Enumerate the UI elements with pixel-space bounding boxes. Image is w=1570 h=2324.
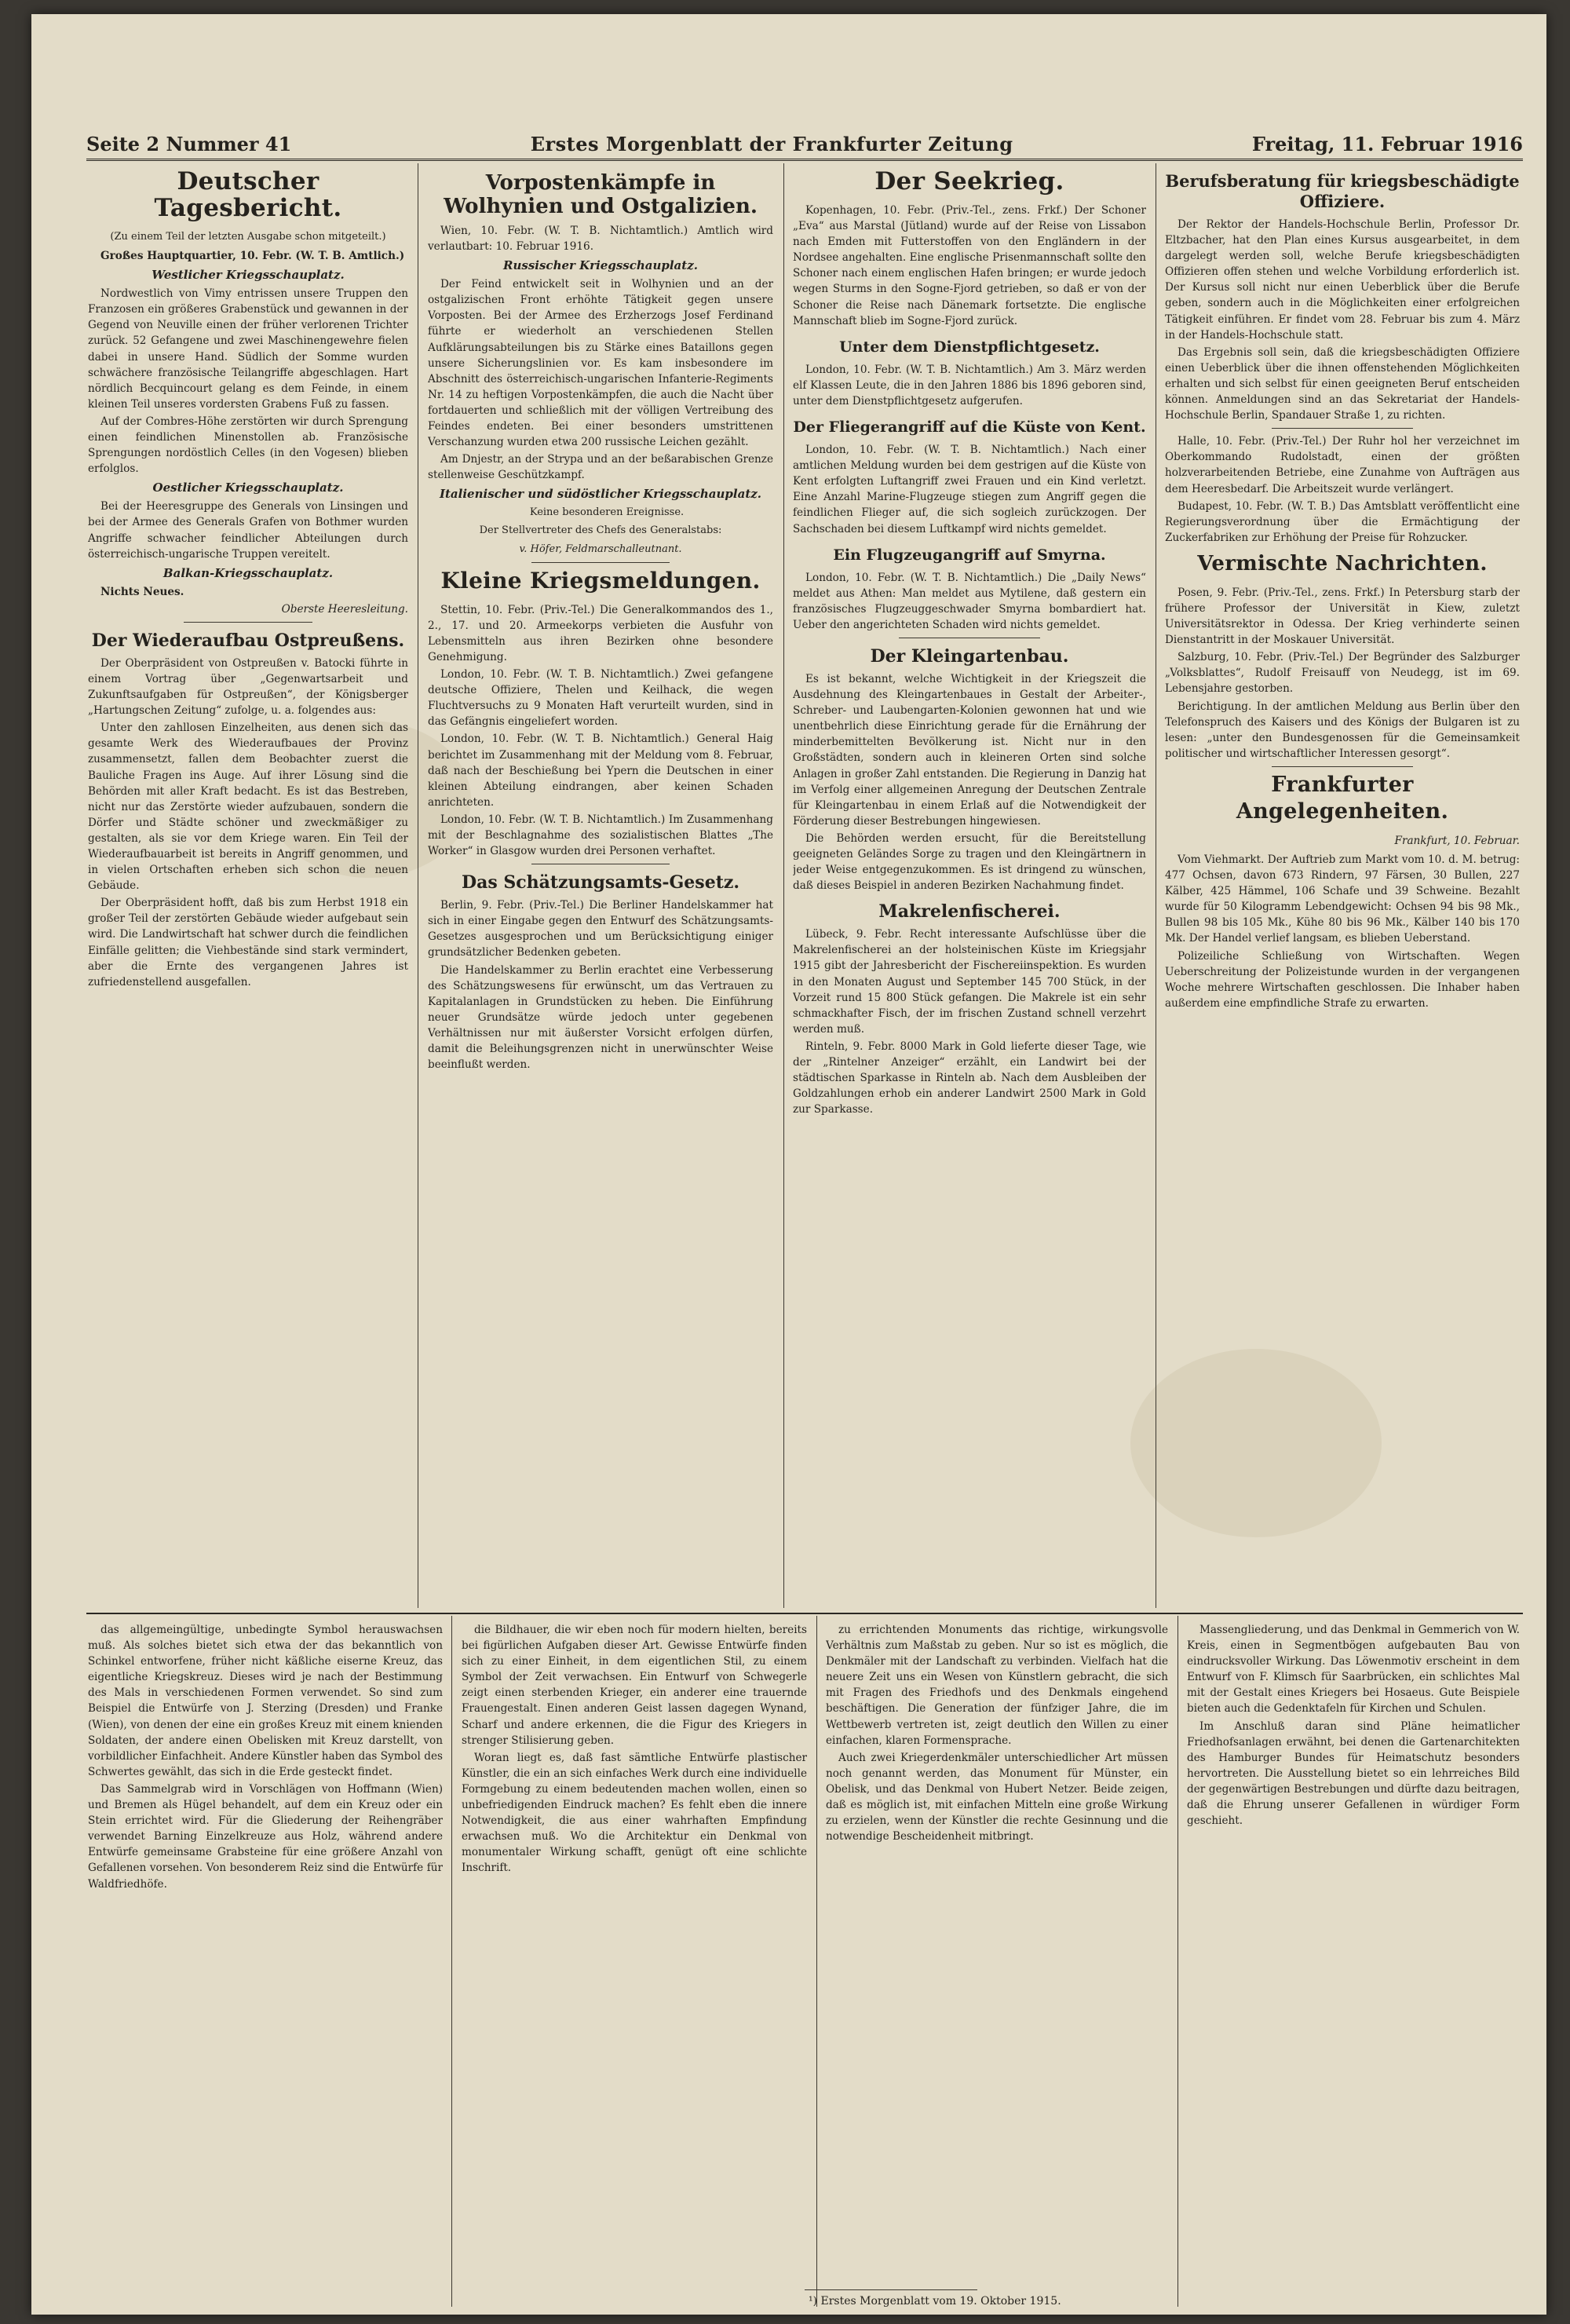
column-4 — [1165, 163, 1520, 1608]
header-date: Freitag, 11. Februar 1916 — [1251, 133, 1523, 155]
paragraph: Das Ergebnis soll sein, daß die kriegsbeschädigten Offiziere einen Ueberblick über die ihnen offenstehenden Möglichkeiten erhalten und sich selbst für einen geeigneten Beruf entscheiden können. Anmeldungen sind an das Sekretariat der Handels-Hochschule Berlin, Spandauer Straße 1, zu richten. — [1165, 345, 1520, 422]
article-title: Frankfurter Angelegenheiten. — [1236, 772, 1449, 824]
feuilleton-column-2 — [462, 1622, 807, 2297]
paragraph: Posen, 9. Febr. (Priv.-Tel., zens. Frkf.) In Petersburg starb der frühere Professor der Universität in Kiew, zuletzt Universitätsrektor in Odessa. Der Krieg verhinderte seinen Dienstantritt in der Moskauer Universität. — [1165, 586, 1520, 647]
paragraph: Nordwestlich von Vimy entrissen unsere Truppen den Franzosen ein größeres Grabenstück und gewannen in der Gegend von Neuville einen der früher verlorenen Trichter zurück. 52 Gefangene und zwei Maschinengewehre fielen dabei in unsere Hand. Südlich der Somme wurden schwächere französische Teilangriffe abgeschlagen. Hart nördlich Becquincourt gelang es dem Feinde, in einem kleinen Teil unseres vordersten Grabens Fuß zu fassen. — [88, 287, 408, 411]
article-title: Berufsberatung für kriegsbeschädigte Offiziere. — [1165, 171, 1520, 211]
paragraph: Die Handelskammer zu Berlin erachtet eine Verbesserung des Schätzungswesens für erwünscht, um das Vertrauen zu Kapitalanlagen in Grundstücken zu heben. Die Einführung neuer Grundsätze würde jedoch unter gegebenen Verhältnissen nur mit äußerster Vorsicht erfolgen dürfen, damit die Beleihungsgrenzen nicht in unerwünschter Weise beeinflußt werden. — [428, 963, 773, 1072]
paragraph: Das Sammelgrab wird in Vorschlägen von Hoffmann (Wien) und Bremen als Hügel behandelt, auf dem ein Kreuz oder ein Stein errichtet wird. Für die Gliederung der Reihengräber verwendet Barning Einzelkreuze aus Holz, während andere Entwürfe gemeinsame Grabsteine für eine größere Anzahl von Gefallenen vorsehen. Von besonderem Reiz sind die Entwürfe für Waldfriedhöfe. — [88, 1782, 443, 1891]
divider — [1272, 766, 1414, 767]
footnote: ¹) Erstes Morgenblatt vom 19. Oktober 1915. — [809, 2295, 1061, 2308]
paragraph: Nichts Neues. — [100, 585, 184, 598]
paragraph: Kopenhagen, 10. Febr. (Priv.-Tel., zens. Frkf.) Der Schoner „Eva“ aus Marstal (Jütland) wurde auf der Reise von Lissabon nach Emden mit Futterstoffen von den Engländern in der Nordsee angehalten. Eine englische Prisenmannschaft sollte den Schoner nach einem englischen Hafen bringen; er wurde jedoch wegen Sturms in den Sogne-Fjord getrieben, so daß er von der Schoner die Reise nach Dänemark fortsetzte. Die englische Mannschaft blieb im Sogne-Fjord zurück. — [793, 204, 1146, 327]
article-title: Vermischte Nachrichten. — [1197, 551, 1488, 576]
paragraph: London, 10. Febr. (W. T. B. Nichtamtlich.) Zwei gefangene deutsche Offiziere, Thelen und Keilhack, die wegen Fluchtversuchs zu 9 Monaten Haft verurteilt wurden, sind in das Gefängnis eingeliefert worden. — [428, 668, 773, 729]
column-rule — [451, 1616, 452, 2307]
paragraph: Auch zwei Kriegerdenkmäler unterschiedlicher Art müssen noch genannt werden, das Monument für Münster, ein Obelisk, und das Denkmal von Hubert Netzer. Beide zeigen, daß es möglich ist, mit einfachen Mitteln eine große Wirkung zu erzielen, wenn der Künstler die rechte Gesinnung und die notwendige Bescheidenheit mitbringt. — [826, 1751, 1168, 1843]
paragraph: Lübeck, 9. Febr. Recht interessante Aufschlüsse über die Makrelenfischerei an der holsteinischen Küste im Kriegsjahr 1915 gibt der Jahresbericht der Fischereiinspektion. Es wurden in den Monaten August und September 145 700 Stück, in der Vorzeit rund 15 800 Stück gefangen. Die Makrele ist ein sehr schmackhafter Fisch, der im frischen Zustand schnell verzehrt werden muß. — [793, 928, 1146, 1036]
paragraph: London, 10. Febr. (W. T. B. Nichtamtlich.) Am 3. März werden elf Klassen Leute, die in den Jahren 1886 bis 1896 geboren sind, unter dem Dienstpflichtgesetz aufgerufen. — [793, 363, 1146, 407]
dateline: Großes Hauptquartier, 10. Febr. (W. T. B. Amtlich.) — [100, 250, 405, 263]
article-title: Der Fliegerangriff auf die Küste von Kent. — [793, 418, 1146, 437]
article-title: Ein Flugzeugangriff auf Smyrna. — [833, 546, 1106, 564]
article-note: (Zu einem Teil der letzten Ausgabe schon mitgeteilt.) — [110, 231, 386, 243]
paragraph: London, 10. Febr. (W. T. B. Nichtamtlich.) Die „Daily News“ meldet aus Athen: Man meldet aus Mytilene, daß gestern ein französisches Flugzeuggeschwader Smyrna bombardiert hat. Ueber den angerichteten Schaden wird nichts gemeldet. — [793, 571, 1146, 631]
article-title: Kleine Kriegsmeldungen. — [440, 567, 761, 594]
paragraph: Es ist bekannt, welche Wichtigkeit in der Kriegszeit die Ausdehnung des Kleingartenbaues in Gestalt der Arbeiter-, Schreber- und Laubengarten-Kolonien gewonnen hat und wie unentbehrlich diese Einrichtung gerade für die Ernährung der minderbemittelten Bevölkerung ist. Nicht nur in den Großstädten, sondern auch in kleineren Orten sind solche Anlagen in großer Zahl entstanden. Die Regierung in Danzig hat im Verfolg einer allgemeinen Anregung der Deutschen Zentrale für Kleingartenbau in einem Erlaß auf die Notwendigkeit der Förderung dieser Bestrebungen hingewiesen. — [793, 672, 1146, 828]
paragraph: Unter den zahllosen Einzelheiten, aus denen sich das gesamte Werk des Wiederaufbaues der Provinz zusammensetzt, fallen dem Beobachter zuerst die Bauliche Fragen ins Auge. Auf ihrer Lösung sind die Behörden mit aller Kraft bedacht. Es ist das Bestreben, nicht nur das Zerstörte wieder aufzubauen, sondern die Dörfer und Städte schöner und zweckmäßiger zu gestalten, als sie vor dem Kriege waren. Ein Teil der Wiederaufbauarbeit ist bereits in Angriff genommen, und in vielen Ortschaften erheben sich schon die neuen Gebäude. — [88, 722, 408, 893]
paragraph: das allgemeingültige, unbedingte Symbol herauswachsen muß. Als solches bietet sich etwa der das bekanntlich von Schinkel entworfene, früher nicht käßliche eiserne Kreuz, das eigentliche Kriegskreuz. Dieses wird je nach der Bestimmung des Mals in verschiedenen Formen verwendet. So sind zum Beispiel die Entwürfe von J. Sterzing (Dresden) und Franke (Wien), von denen der eine ein großes Kreuz mit einem knienden Soldaten, der andere einen Obelisken mit Kreuz darstellt, von vorbildlicher Einfachheit. Andere Künstler haben das Symbol des Schwertes gewählt, das sich in die Erde gesteckt findet. — [88, 1624, 443, 1778]
article-title: Makrelenfischerei. — [878, 901, 1061, 923]
section-subhead: Oestlicher Kriegsschauplatz. — [152, 481, 344, 495]
paragraph: Polizeiliche Schließung von Wirtschaften. Wegen Ueberschreitung der Polizeistunde wurden in der vergangenen Woche mehrere Wirtschaften geschlossen. Die Inhaber haben außerdem eine empfindliche Strafe zu erwarten. — [1165, 949, 1520, 1010]
page-header — [86, 124, 1523, 161]
column-rule — [783, 163, 784, 1608]
column-rule — [816, 1616, 817, 2307]
paragraph: Der Feind entwickelt seit in Wolhynien und an der ostgalizischen Front erhöhte Tätigkeit gegen unsere Vorposten. Bei der Armee des Erzherzogs Josef Ferdinand führte er wiederholt an verschiedenen Stellen Aufklärungsabteilungen bis zu Stärke eines Bataillons gegen unsere Sicherungslinien vor. Es kam insbesondere im Abschnitt des österreichisch-ungarischen Infanterie-Regiments Nr. 14 zu heftigen Vorpostenkämpfen, die auch die Nacht über fortdauerten und schließlich mit der völligen Vertreibung des Feindes endeten. Bei einer besonders umstrittenen Verschanzung wurden etwa 200 russische Leichen gezählt. — [428, 278, 773, 449]
paragraph: Berichtigung. In der amtlichen Meldung aus Berlin über den Telefonspruch des Kaisers und des Königs der Bulgaren ist zu lesen: „unter den Bundesgenossen für die Gemeinsamkeit politischer und wirtschaftlicher Interessen gesorgt“. — [1165, 700, 1520, 760]
paragraph: Budapest, 10. Febr. (W. T. B.) Das Amtsblatt veröffentlicht eine Regierungsverordnung über die Ermächtigung der Zuckerfabriken zur Erhöhung der Preise für Rohzucker. — [1165, 499, 1520, 544]
article-title: Der Wiederaufbau Ostpreußens. — [91, 630, 405, 651]
paragraph: London, 10. Febr. (W. T. B. Nichtamtlich.) Im Zusammenhang mit der Beschlagnahme des sozialistischen Blattes „The Worker“ in Glasgow wurden drei Personen verhaftet. — [428, 813, 773, 858]
paragraph: zu errichtenden Monuments das richtige, wirkungsvolle Verhältnis zum Maßstab zu geben. Nur so ist es möglich, die Denkmäler mit der Landschaft zu verbinden. Vielfach hat die neuere Zeit uns ein Wesen von Künstlern gebracht, die sich mit Fragen des Friedhofs und des Denkmals eingehend beschäftigen. Die Generation der fünfziger Jahre, die im Wettbewerb vertreten ist, zeigt deutlich den Willen zu einer einfachen, klaren Formensprache. — [826, 1624, 1168, 1747]
paragraph: Die Behörden werden ersucht, für die Bereitstellung geeigneten Geländes Sorge zu tragen und den Kleingärtnern in jeder Weise entgegenzukommen. Es ist dringend zu wünschen, daß dieses Beispiel in anderen Bezirken Nachahmung findet. — [793, 831, 1146, 893]
paragraph: Keine besonderen Ereignisse. — [529, 506, 685, 519]
paragraph: Massengliederung, und das Denkmal in Gemmerich von W. Kreis, einen in Segmentbögen aufgebauten Bau von eindrucksvoller Wirkung. Das Löwenmotiv erscheint in dem Entwurf von F. Klimsch für Saarbrücken, ein schlichtes Mal mit der Gestalt eines Kriegers bei Hosaeus. Gute Beispiele bieten auch die Gedenktafeln für Kirchen und Schulen. — [1187, 1624, 1520, 1716]
divider — [184, 622, 312, 623]
paragraph: Bei der Heeresgruppe des Generals von Linsingen und bei der Armee des Generals Grafen von Bothmer wurden Angriffe schwacher feindlicher Abteilungen durch österreichisch-ungarische Truppen vereitelt. — [88, 500, 408, 561]
paragraph: Vom Viehmarkt. Der Auftrieb zum Markt vom 10. d. M. betrug: 477 Ochsen, davon 673 Rindern, 97 Färsen, 30 Bullen, 227 Kälber, 425 Hämmel, 106 Schafe und 39 Schweine. Bezahlt wurde für 50 Kilogramm Lebendgewicht: Ochsen 94 bis 98 Mk., Bullen 98 bis 105 Mk., Kühe 80 bis 96 Mk., Kälber 140 bis 170 Mk. Der Handel verlief langsam, es blieben Ueberstand. — [1165, 853, 1520, 945]
divider — [1272, 428, 1414, 429]
paragraph: Der Rektor der Handels-Hochschule Berlin, Professor Dr. Eltzbacher, hat den Plan eines Kursus ausgearbeitet, in dem dargelegt werden soll, welche Berufe kriegsbeschädigten Offizieren offen stehen und welche Vorbildung erforderlich ist. Der Kursus soll nicht nur einen Ueberblick über die Berufe geben, sondern auch in die Möglichkeiten einer erfolgreichen Tätigkeit einführen. Er findet vom 28. Februar bis zum 4. März in der Handels-Hochschule statt. — [1165, 218, 1520, 342]
paragraph: die Bildhauer, die wir eben noch für modern hielten, bereits bei figürlichen Aufgaben dieser Art. Gewisse Entwürfe finden sich zu einer Einheit, in dem eigentlichen Stil, zu einem Symbol der Zeit verwachsen. Ein Entwurf von Schwegerle zeigt einen sterbenden Krieger, ein anderer eine trauernde Frauengestalt. Einen anderen Geist lassen dagegen Wynand, Scharf und andere erkennen, die die Figur des Kriegers in strenger Stilisierung geben. — [462, 1624, 807, 1747]
paragraph: Rinteln, 9. Febr. 8000 Mark in Gold lieferte dieser Tage, wie der „Rintelner Anzeiger“ erzählt, ein Landwirt bei der städtischen Sparkasse in Rinteln ab. Nach dem Ausbleiben der Goldzahlungen erhob ein anderer Landwirt 2500 Mark in Gold zur Sparkasse. — [793, 1040, 1146, 1116]
paragraph: Der Oberpräsident hofft, daß bis zum Herbst 1918 ein großer Teil der zerstörten Gebäude wieder aufgebaut sein wird. Die Landwirtschaft hat schwer durch die feindlichen Einfälle gelitten; die Viehbestände sind stark vermindert, aber die Ernte des vergangenen Jahres ist zufriedenstellend ausgefallen. — [88, 897, 408, 988]
dateline: Frankfurt, 10. Februar. — [1394, 834, 1520, 847]
paragraph: Im Anschluß daran sind Pläne heimatlicher Friedhofsanlagen erwähnt, bei denen die Gartenarchitekten des Hamburger Bundes für Heimatschutz besonders hervortreten. Die Ausstellung bietet so ein lehrreiches Bild der gegenwärtigen Bestrebungen und dürfte dazu beitragen, daß die Ehrung unserer Gefallenen in würdiger Form geschieht. — [1187, 1719, 1520, 1828]
paragraph: Am Dnjestr, an der Strypa und an der beßarabischen Grenze stellenweise Geschützkampf. — [428, 453, 773, 482]
paragraph: Der Oberpräsident von Ostpreußen v. Batocki führte in einem Vortrag über „Gegenwartsarbeit und Zukunftsaufgaben für Ostpreußen“, der Königsberger „Hartungschen Zeitung“ zufolge, u. a. folgendes aus: — [88, 656, 408, 718]
column-1 — [88, 163, 408, 1608]
dateline: Wien, 10. Febr. (W. T. B. Nichtamtlich.) Amtlich wird verlautbart: 10. Februar 1916. — [428, 225, 773, 254]
header-page-number: Seite 2 Nummer 41 — [86, 133, 292, 155]
paragraph: London, 10. Febr. (W. T. B. Nichtamtlich.) General Haig berichtet im Zusammenhang mit der Meldung vom 8. Februar, daß nach der Beschießung bei Ypern die Deutschen in einer kleinen Abteilung eindrangen, aber keinen Schaden anrichteten. — [428, 733, 773, 809]
paragraph: Berlin, 9. Febr. (Priv.-Tel.) Die Berliner Handelskammer hat sich in einer Eingabe gegen den Entwurf des Schätzungsamts-Gesetzes ausgesprochen und um Berücksichtigung einiger grundsätzlicher Bedenken gebeten. — [428, 899, 773, 959]
signature: Oberste Heeresleitung. — [281, 602, 408, 616]
feuilleton-column-1 — [88, 1622, 443, 2297]
column-3 — [793, 163, 1146, 1608]
paragraph: Auf der Combres-Höhe zerstörten wir durch Sprengung einen feindlichen Minenstollen ab. Französische Sprengungen nordöstlich Celles (in den Vogesen) blieben erfolglos. — [88, 415, 408, 476]
feuilleton-column-4 — [1187, 1622, 1520, 2297]
paragraph: Woran liegt es, daß fast sämtliche Entwürfe plastischer Künstler, die ein an sich einfaches Werk durch eine individuelle Formgebung zu einem bedeutenden machen wollen, einen so unbefriedigenden Eindruck machen? Es fehlt eben die innere Notwendigkeit, die aus einer wahrhaften Empfindung erwachsen muß. Wo die Architektur ein Denkmal von monumentaler Wirkung schafft, genügt oft eine schlichte Inschrift. — [462, 1751, 807, 1875]
section-rule — [86, 1613, 1523, 1614]
divider — [531, 562, 670, 563]
header-masthead: Erstes Morgenblatt der Frankfurter Zeitung — [530, 133, 1013, 155]
article-title: Deutscher Tagesbericht. — [154, 167, 342, 222]
article-title: Vorpostenkämpfe in Wolhynien und Ostgalizien. — [444, 171, 758, 218]
section-subhead: Balkan-Kriegsschauplatz. — [162, 565, 334, 580]
article-title: Der Seekrieg. — [874, 167, 1064, 195]
signature: v. Höfer, Feldmarschalleutnant. — [519, 543, 682, 555]
section-subhead: Westlicher Kriegsschauplatz. — [152, 268, 345, 283]
newspaper-page — [31, 14, 1546, 2315]
article-title: Das Schätzungsamts-Gesetz. — [461, 872, 740, 893]
article-title: Der Kleingartenbau. — [870, 645, 1069, 667]
section-subhead: Italienischer und südöstlicher Kriegsschauplatz. — [439, 487, 761, 502]
footnote-rule — [805, 2289, 977, 2290]
column-2 — [428, 163, 773, 1608]
feuilleton-column-3 — [826, 1622, 1168, 2282]
paragraph: Salzburg, 10. Febr. (Priv.-Tel.) Der Begründer des Salzburger „Volksblattes“, Rudolf Freisauff von Neudegg, ist im 69. Lebensjahre gestorben. — [1165, 651, 1520, 696]
section-subhead: Russischer Kriegsschauplatz. — [503, 258, 698, 273]
paragraph: Stettin, 10. Febr. (Priv.-Tel.) Die Generalkommandos des 1., 2., 17. und 20. Armeekorps verbieten die Ausfuhr von Lebensmitteln aus ihren Bezirken ohne besondere Genehmigung. — [428, 603, 773, 663]
article-title: Unter dem Dienstpflichtgesetz. — [839, 338, 1100, 356]
paragraph: Halle, 10. Febr. (Priv.-Tel.) Der Ruhr hol her verzeichnet im Oberkommando Rudolstadt, einen der größten holzverarbeitenden Betriebe, eine Zunahme von Aufträgen aus dem Heeresbedarf. Die Arbeitszeit wurde verlängert. — [1165, 435, 1520, 495]
signature: Der Stellvertreter des Chefs des Generalstabs: — [479, 524, 722, 536]
paragraph: London, 10. Febr. (W. T. B. Nichtamtlich.) Nach einer amtlichen Meldung wurden bei dem gestrigen auf die Küste von Kent erfolgten Luftangriff zwei Frauen und ein Kind verletzt. Eine Anzahl Marine-Flugzeuge stiegen zum Angriff gegen die feindlichen Flieger auf, die sich sogleich zurückzogen. Der Sachschaden bei diesem Luftkampf wird nichts gemeldet. — [793, 444, 1146, 535]
